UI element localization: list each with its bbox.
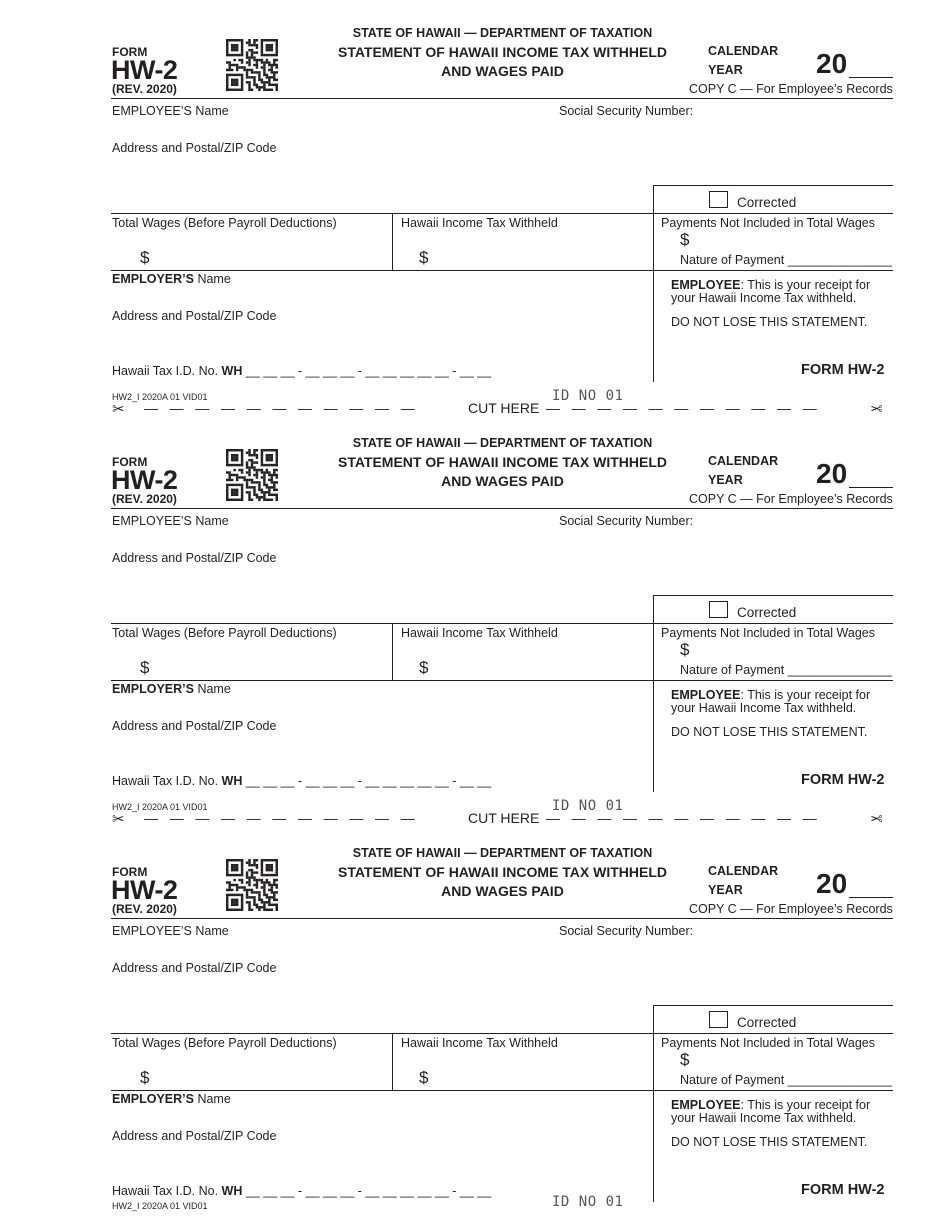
total-wages-field[interactable] [158, 1056, 383, 1086]
employee-name-label: EMPLOYEE’S Name [112, 924, 229, 938]
form-copy-3 [0, 820, 950, 1230]
footer-form-label: FORM HW-2 [801, 1182, 885, 1198]
payments-label: Payments Not Included in Total Wages [661, 1036, 876, 1050]
tax-withheld-label: Hawaii Income Tax Withheld [401, 216, 558, 230]
do-not-lose-note: DO NOT LOSE THIS STATEMENT. [671, 315, 868, 329]
corrected-label: Corrected [737, 605, 797, 620]
calendar-label: CALENDAR [708, 454, 779, 468]
tax-id-prefix: WH [221, 364, 243, 378]
copy-label: COPY C — For Employee’s Records [689, 902, 893, 916]
employer-label-bold: EMPLOYER’S [112, 272, 194, 286]
form-title: STATEMENT OF HAWAII INCOME TAX WITHHELD AND WAGES PAID [338, 864, 667, 899]
form-copy-2 [0, 410, 950, 828]
tax-withheld-currency: $ [419, 658, 429, 677]
right-column-rule [653, 595, 654, 792]
total-wages-label: Total Wages (Before Payroll Deductions) [112, 626, 337, 640]
tax-withheld-field[interactable] [437, 236, 642, 266]
cut-dashes-right: — — — — — — — — — — — [546, 400, 817, 416]
payments-field[interactable] [698, 639, 888, 659]
corrected-box-top [653, 595, 893, 596]
doc-code: HW2_I 2020A 01 VID01 [112, 1201, 208, 1211]
copy-label: COPY C — For Employee’s Records [689, 82, 893, 96]
tax-id-line[interactable] [112, 774, 491, 788]
employer-name-label [112, 1092, 231, 1106]
employee-name-label: EMPLOYEE’S Name [112, 514, 229, 528]
tax-id-label: Hawaii Tax I.D. No. [112, 1184, 219, 1198]
employer-top-rule [111, 1090, 893, 1091]
id-number: ID NO 01 [552, 798, 624, 814]
total-wages-label: Total Wages (Before Payroll Deductions) [112, 1036, 337, 1050]
year-prefix: 20 [816, 458, 848, 489]
calendar-label: CALENDAR [708, 44, 779, 58]
year-prefix: 20 [816, 48, 848, 79]
year-blank[interactable] [849, 487, 893, 488]
year-blank[interactable] [849, 77, 893, 78]
agency-heading: STATE OF HAWAII — DEPARTMENT OF TAXATION [352, 846, 653, 860]
amounts-top-rule [111, 623, 893, 624]
qr-code-icon [226, 859, 278, 911]
employee-address-label: Address and Postal/ZIP Code [112, 551, 277, 565]
right-column-rule [653, 1005, 654, 1202]
total-wages-field[interactable] [158, 646, 383, 676]
form-revision: (REV. 2020) [112, 902, 177, 916]
ssn-label: Social Security Number: [559, 104, 694, 118]
tax-id-blanks: __ __ __ - __ __ __ - __ __ __ __ __ - __ __ [245, 774, 492, 788]
tax-withheld-currency: $ [419, 1068, 429, 1087]
payments-currency: $ [680, 640, 690, 659]
agency-heading: STATE OF HAWAII — DEPARTMENT OF TAXATION [352, 436, 653, 450]
payments-label: Payments Not Included in Total Wages [661, 626, 876, 640]
total-wages-currency: $ [140, 248, 150, 267]
payments-field[interactable] [698, 229, 888, 249]
form-title: STATEMENT OF HAWAII INCOME TAX WITHHELD AND WAGES PAID [338, 44, 667, 79]
tax-id-line[interactable] [112, 1184, 491, 1198]
header-rule [111, 508, 893, 509]
form-number: HW-2 [111, 55, 178, 85]
tax-withheld-label: Hawaii Income Tax Withheld [401, 1036, 558, 1050]
year-label: YEAR [708, 883, 743, 897]
employer-address-label: Address and Postal/ZIP Code [112, 719, 277, 733]
amounts-divider [392, 213, 393, 270]
amounts-divider [392, 623, 393, 680]
employee-name-label: EMPLOYEE’S Name [112, 104, 229, 118]
total-wages-label: Total Wages (Before Payroll Deductions) [112, 216, 337, 230]
employee-note-rest: : This is your receipt for your Hawaii Income Tax withheld. [671, 278, 871, 305]
employer-name-label [112, 272, 231, 286]
employee-note-rest: : This is your receipt for your Hawaii Income Tax withheld. [671, 1098, 871, 1125]
year-label: YEAR [708, 63, 743, 77]
tax-withheld-currency: $ [419, 248, 429, 267]
payments-label: Payments Not Included in Total Wages [661, 216, 876, 230]
tax-id-label: Hawaii Tax I.D. No. [112, 364, 219, 378]
scissors-icon-right: ✂ [870, 811, 883, 828]
employer-address-label: Address and Postal/ZIP Code [112, 1129, 277, 1143]
corrected-checkbox[interactable] [709, 1011, 728, 1028]
tax-withheld-label: Hawaii Income Tax Withheld [401, 626, 558, 640]
payments-currency: $ [680, 230, 690, 249]
form-copy-1 [0, 0, 950, 418]
employee-receipt-note [671, 1099, 897, 1124]
nature-of-payment-label: Nature of Payment _______________ [680, 663, 892, 677]
scissors-icon: ✂ [112, 811, 125, 828]
employer-label-rest: Name [193, 682, 231, 696]
amounts-top-rule [111, 213, 893, 214]
copy-label: COPY C — For Employee’s Records [689, 492, 893, 506]
id-number: ID NO 01 [552, 1194, 624, 1210]
header-rule [111, 918, 893, 919]
year-blank[interactable] [849, 897, 893, 898]
form-label: FORM [112, 865, 148, 879]
footer-form-label: FORM HW-2 [801, 772, 885, 788]
tax-id-prefix: WH [221, 1184, 243, 1198]
cut-here-label: CUT HERE [468, 810, 540, 826]
employer-top-rule [111, 270, 893, 271]
amounts-top-rule [111, 1033, 893, 1034]
corrected-label: Corrected [737, 1015, 797, 1030]
total-wages-currency: $ [140, 1068, 150, 1087]
header-rule [111, 98, 893, 99]
tax-id-line[interactable] [112, 364, 491, 378]
employer-label-bold: EMPLOYER’S [112, 682, 194, 696]
doc-code: HW2_I 2020A 01 VID01 [112, 392, 208, 402]
tax-id-blanks: __ __ __ - __ __ __ - __ __ __ __ __ - __ __ [245, 364, 492, 378]
total-wages-field[interactable] [158, 236, 383, 266]
corrected-box-top [653, 1005, 893, 1006]
form-label: FORM [112, 455, 148, 469]
tax-id-label: Hawaii Tax I.D. No. [112, 774, 219, 788]
form-label: FORM [112, 45, 148, 59]
employer-top-rule [111, 680, 893, 681]
qr-code-icon [226, 449, 278, 501]
corrected-checkbox[interactable] [709, 191, 728, 208]
employee-address-label: Address and Postal/ZIP Code [112, 141, 277, 155]
calendar-label: CALENDAR [708, 864, 779, 878]
nature-of-payment-label: Nature of Payment _______________ [680, 1073, 892, 1087]
cut-here-label: CUT HERE [468, 400, 540, 416]
employee-note-bold: EMPLOYEE [671, 688, 741, 702]
corrected-checkbox[interactable] [709, 601, 728, 618]
cut-dashes-right: — — — — — — — — — — — [546, 810, 817, 826]
employee-note-rest: : This is your receipt for your Hawaii Income Tax withheld. [671, 688, 871, 715]
employer-address-label: Address and Postal/ZIP Code [112, 309, 277, 323]
doc-code: HW2_I 2020A 01 VID01 [112, 802, 208, 812]
employer-name-label [112, 682, 231, 696]
employer-label-rest: Name [193, 1092, 231, 1106]
do-not-lose-note: DO NOT LOSE THIS STATEMENT. [671, 725, 868, 739]
employee-receipt-note [671, 689, 897, 714]
scissors-icon-right: ✂ [870, 401, 883, 418]
do-not-lose-note: DO NOT LOSE THIS STATEMENT. [671, 1135, 868, 1149]
nature-of-payment-label: Nature of Payment _______________ [680, 253, 892, 267]
agency-heading: STATE OF HAWAII — DEPARTMENT OF TAXATION [352, 26, 653, 40]
employee-note-bold: EMPLOYEE [671, 1098, 741, 1112]
payments-field[interactable] [698, 1049, 888, 1069]
tax-id-blanks: __ __ __ - __ __ __ - __ __ __ __ __ - __ __ [245, 1184, 492, 1198]
form-number: HW-2 [111, 465, 178, 495]
cut-dashes-left: — — — — — — — — — — — [144, 810, 415, 826]
form-revision: (REV. 2020) [112, 82, 177, 96]
form-title: STATEMENT OF HAWAII INCOME TAX WITHHELD AND WAGES PAID [338, 454, 667, 489]
footer-form-label: FORM HW-2 [801, 362, 885, 378]
ssn-label: Social Security Number: [559, 514, 694, 528]
qr-code-icon [226, 39, 278, 91]
employer-label-rest: Name [193, 272, 231, 286]
ssn-label: Social Security Number: [559, 924, 694, 938]
cut-dashes-left: — — — — — — — — — — — [144, 400, 415, 416]
tax-withheld-field[interactable] [437, 646, 642, 676]
employee-address-label: Address and Postal/ZIP Code [112, 961, 277, 975]
form-number: HW-2 [111, 875, 178, 905]
year-label: YEAR [708, 473, 743, 487]
total-wages-currency: $ [140, 658, 150, 677]
amounts-divider [392, 1033, 393, 1090]
employee-note-bold: EMPLOYEE [671, 278, 741, 292]
tax-withheld-field[interactable] [437, 1056, 642, 1086]
year-prefix: 20 [816, 868, 848, 899]
corrected-label: Corrected [737, 195, 797, 210]
form-revision: (REV. 2020) [112, 492, 177, 506]
employee-receipt-note [671, 279, 897, 304]
payments-currency: $ [680, 1050, 690, 1069]
right-column-rule [653, 185, 654, 382]
scissors-icon: ✂ [112, 401, 125, 418]
employer-label-bold: EMPLOYER’S [112, 1092, 194, 1106]
tax-id-prefix: WH [221, 774, 243, 788]
id-number: ID NO 01 [552, 388, 624, 404]
corrected-box-top [653, 185, 893, 186]
